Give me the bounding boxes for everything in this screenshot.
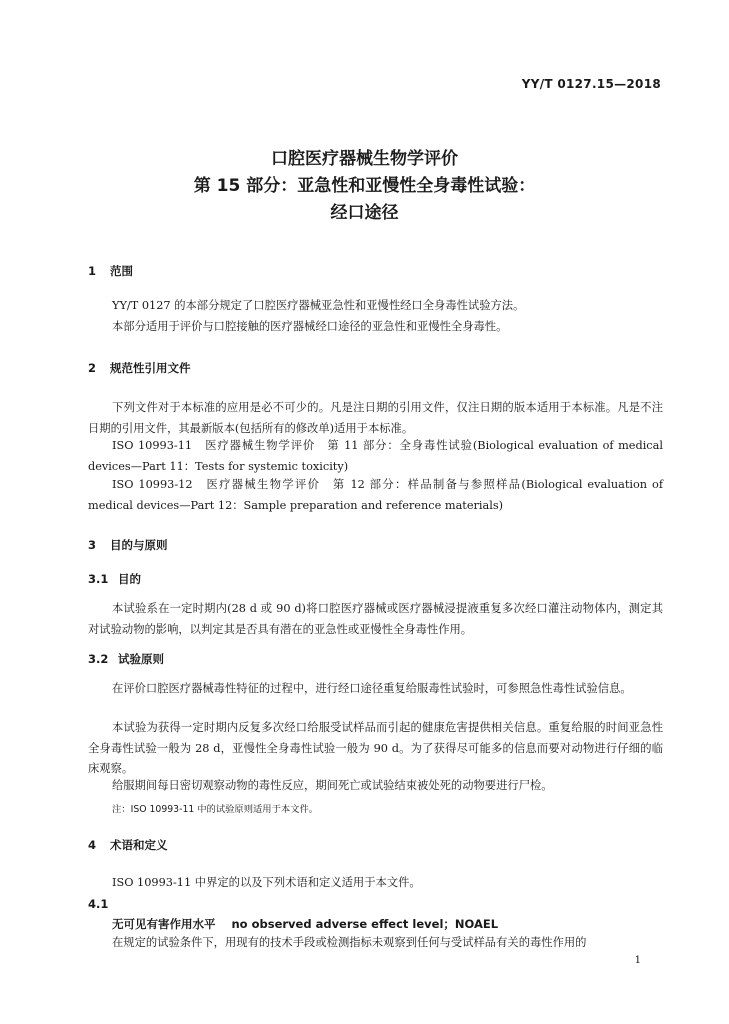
section-3-2-paragraph-1: 在评价口腔医疗器械毒性特征的过程中，进行经口途径重复给服毒性试验时，可参照急性毒性试验信息。 (112, 682, 632, 695)
term-definition: 在规定的试验条件下，用现有的技术手段或检测指标未观察到任何与受试样品有关的毒性作用的 (112, 936, 587, 949)
section-4-paragraph: ISO 10993-11 中界定的以及下列术语和定义适用于本文件。 (112, 876, 421, 889)
term-line (112, 916, 498, 932)
page-number: 1 (634, 955, 641, 966)
section-4-heading (88, 837, 168, 853)
section-1-paragraph-1: YY/T 0127 的本部分规定了口腔医疗器械亚急性和亚慢性经口全身毒性试验方法。 (112, 299, 525, 312)
section-3-1-heading (88, 571, 141, 587)
section-title: 规范性引用文件 (110, 361, 191, 375)
subsection-number: 3.1 (88, 572, 109, 586)
term-chinese: 无可见有害作用水平 (112, 917, 216, 931)
section-number: 2 (88, 361, 97, 375)
section-2-reference-1: ISO 10993-11 医疗器械生物学评价 第 11 部分：全身毒性试验(Biological evaluation of medical devices—Part 11：Tests for systemic toxicity) (88, 439, 663, 473)
section-3-2-paragraph-3: 给服期间每日密切观察动物的毒性反应，期间死亡或试验结束被处死的动物要进行尸检。 (112, 779, 553, 792)
section-3-note: 注：ISO 10993-11 中的试验原则适用于本文件。 (112, 804, 319, 815)
section-4-1-heading (88, 897, 118, 911)
term-english: no observed adverse effect level；NOAEL (231, 917, 499, 931)
title-line-2: 第 15 部分：亚急性和亚慢性全身毒性试验： (193, 176, 536, 196)
section-number: 1 (88, 264, 97, 278)
section-title: 范围 (110, 264, 133, 278)
section-title: 目的与原则 (110, 538, 168, 552)
subsection-title: 目的 (118, 572, 141, 586)
section-number: 4 (88, 838, 97, 852)
section-3-heading (88, 537, 168, 553)
title-line-1: 口腔医疗器械生物学评价 (271, 149, 458, 169)
subsection-number: 3.2 (88, 652, 109, 666)
section-2-reference-2: ISO 10993-12 医疗器械生物学评价 第 12 部分：样品制备与参照样品(Biological evaluation of medical devices—Part 12：Sample preparation and reference materials) (88, 478, 663, 512)
section-3-2-heading (88, 651, 164, 667)
section-3-2-paragraph-2: 本试验为获得一定时期内反复多次经口给服受试样品而引起的健康危害提供相关信息。重复给服的时间亚急性全身毒性试验一般为 28 d，亚慢性全身毒性试验一般为 90 d。为了获得尽可能多的信息而要对动物进行仔细的临床观察。 (88, 721, 663, 775)
subsection-title: 试验原则 (118, 652, 164, 666)
section-3-1-paragraph: 本试验系在一定时期内(28 d 或 90 d)将口腔医疗器械或医疗器械浸提液重复多次经口灌注动物体内，测定其对试验动物的影响，以判定其是否具有潜在的亚急性或亚慢性全身毒性作用。 (88, 602, 663, 636)
title-line-3: 经口途径 (330, 203, 399, 223)
section-title: 术语和定义 (110, 838, 168, 852)
standard-code: YY/T 0127.15—2018 (521, 77, 661, 91)
section-2-heading (88, 360, 191, 376)
section-2-paragraph-1: 下列文件对于本标准的应用是必不可少的。凡是注日期的引用文件，仅注日期的版本适用于本标准。凡是不注日期的引用文件，其最新版本(包括所有的修改单)适用于本标准。 (88, 401, 663, 435)
subsection-number: 4.1 (88, 897, 109, 911)
section-1-paragraph-2: 本部分适用于评价与口腔接触的医疗器械经口途径的亚急性和亚慢性全身毒性。 (112, 320, 508, 333)
section-number: 3 (88, 538, 97, 552)
section-1-heading (88, 263, 133, 279)
